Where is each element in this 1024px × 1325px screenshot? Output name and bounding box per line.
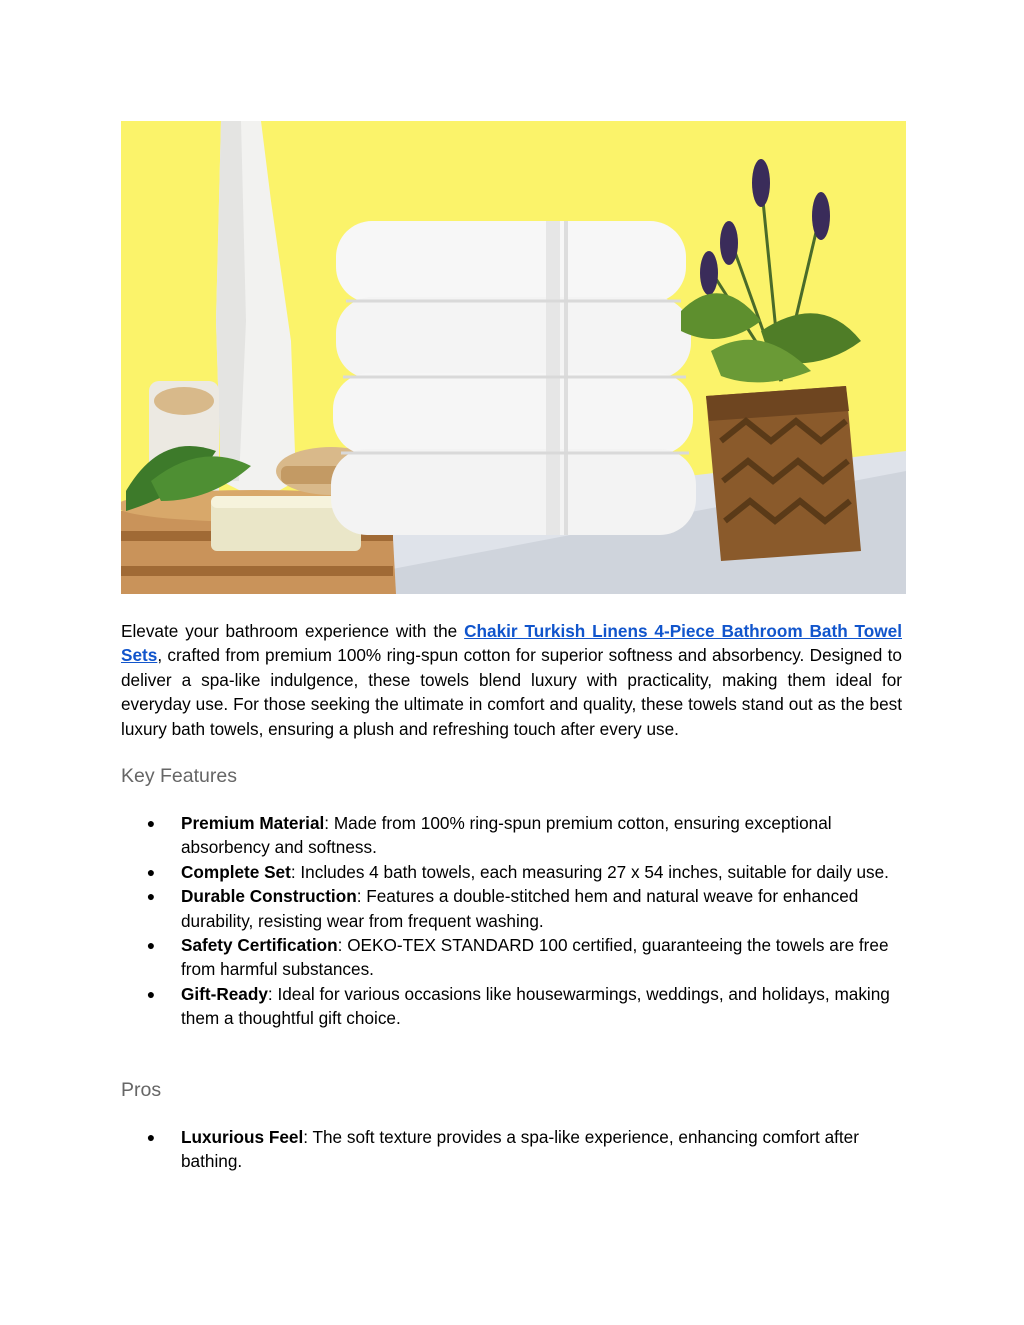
pros-heading: Pros (121, 1079, 162, 1101)
bullet-icon: ● (146, 985, 156, 1002)
feature-title: Gift-Ready (181, 983, 268, 1004)
key-features-list (121, 811, 902, 1031)
key-features-heading: Key Features (121, 765, 237, 787)
bullet-icon: ● (146, 937, 156, 954)
list-item (121, 982, 902, 1031)
feature-text: : Features a double-stitched hem and natural weave for enhanced durability, resisting wear from frequent washing. (181, 886, 859, 931)
bullet-icon: ● (146, 863, 156, 880)
feature-title: Complete Set (181, 861, 291, 882)
product-photo (121, 121, 906, 594)
list-item (121, 933, 902, 982)
feature-text: : Made from 100% ring-spun premium cotton, ensuring exceptional absorbency and softness. (181, 813, 832, 858)
bullet-icon: ● (146, 815, 156, 831)
towel-stack (331, 221, 696, 535)
list-item (121, 1125, 902, 1174)
intro-lead: Elevate your bathroom experience with the (121, 621, 465, 641)
towel-stack-illustration (121, 121, 906, 594)
intro-rest: , crafted from premium 100% ring-spun cotton for superior softness and absorbency. Designed to deliver a spa-like indulgence, these towels blend luxury with practicality, making them ideal for everyday use. For those seeking the ultimate in comfort and quality, these towels stand out as the best luxury bath towels, ensuring a plush and refreshing touch after every use. (121, 645, 902, 739)
bullet-icon: ● (146, 888, 156, 905)
feature-text: : Includes 4 bath towels, each measuring 27 x 54 inches, suitable for daily use. (290, 861, 889, 882)
pro-text: : The soft texture provides a spa-like experience, enhancing comfort after bathing. (181, 1127, 859, 1172)
feature-text: : Ideal for various occasions like housewarmings, weddings, and holidays, making them a thoughtful gift choice. (181, 983, 890, 1029)
list-item (121, 811, 902, 860)
bullet-icon: ● (146, 1129, 156, 1145)
feature-text: : OEKO-TEX STANDARD 100 certified, guaranteeing the towels are free from harmful substances. (181, 935, 889, 980)
woven-basket (706, 386, 861, 561)
list-item (121, 860, 902, 884)
intro-paragraph (121, 619, 902, 741)
feature-title: Safety Certification (181, 935, 338, 956)
feature-title: Durable Construction (181, 886, 357, 907)
product-link[interactable]: Chakir Turkish Linens 4-Piece Bathroom Bath Towel Sets (121, 621, 902, 666)
feature-title: Premium Material (181, 813, 325, 833)
pros-list (121, 1125, 902, 1174)
list-item (121, 884, 902, 933)
pro-title: Luxurious Feel (181, 1127, 304, 1147)
